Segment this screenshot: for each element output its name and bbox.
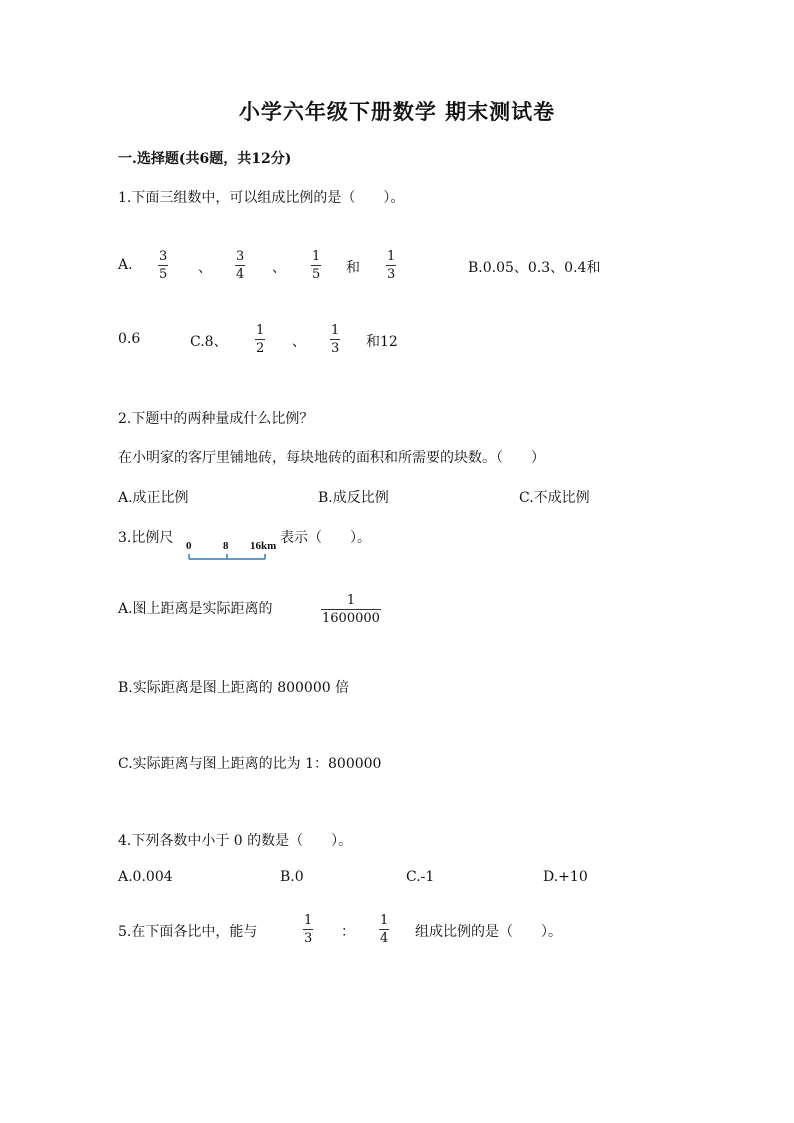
q4-option-c: C.-1 [406,869,435,885]
q2-context: 在小明家的客厅里铺地砖，每块地砖的面积和所需要的块数。（ ） [118,450,545,466]
q3-option-a: A.图上距离是实际距离的 [118,601,273,617]
q1-separator: 、 [198,260,212,276]
scale-label-0: 0 [186,540,192,552]
q1-c-fraction-2: 1 3 [331,323,340,356]
q1-a-fraction-2: 3 4 [236,249,245,282]
q3-stem-prefix: 3.比例尺 [118,530,174,546]
q1-option-a-label: A. [118,257,133,273]
q2-option-b: B.成反比例 [318,490,389,506]
q3-option-c: C.实际距离与图上距离的比为 1：800000 [118,756,382,772]
q5-fraction-2: 1 4 [380,913,389,946]
q1-a-fraction-3: 1 5 [312,249,321,282]
q5-stem-prefix: 5.在下面各比中，能与 [118,924,258,940]
q2-option-c: C.不成比例 [519,490,590,506]
q1-a-fraction-4: 1 3 [387,249,396,282]
q1-stem: 1.下面三组数中，可以组成比例的是（ ）。 [118,190,405,206]
q4-option-a: A.0.004 [118,869,173,885]
scale-bar-graphic [186,540,266,566]
q1-option-c: C.8、 [190,334,228,350]
q1-separator: 、 [292,334,306,350]
scale-label-8: 8 [223,540,229,552]
scale-bar [186,540,277,566]
q1-option-b-continued: 0.6 [118,331,141,347]
q1-and: 和 [346,260,360,276]
scale-label-16km: 16km [250,540,277,552]
q3-option-b: B.实际距离是图上距离的 800000 倍 [118,680,350,696]
q5-stem-suffix: 组成比例的是（ ）。 [415,924,562,940]
q2-option-a: A.成正比例 [118,490,189,506]
q1-option-b: B.0.05、0.3、0.4和 [468,260,601,276]
q2-stem: 2.下题中的两种量成什么比例？ [118,411,314,427]
q1-separator: 、 [272,260,286,276]
q3-stem-suffix: 表示（ ）。 [280,530,371,546]
q5-fraction-1: 1 3 [304,913,313,946]
q1-a-fraction-1: 3 5 [159,249,168,282]
q5-colon: ： [341,924,355,940]
section-heading: 一.选择题(共6题，共12分) [118,151,292,167]
q1-and-12: 和12 [366,334,398,350]
q4-option-d: D.+10 [543,869,588,885]
q1-c-fraction-1: 1 2 [256,323,265,356]
q4-option-b: B.0 [280,869,304,885]
q4-stem: 4.下列各数中小于 0 的数是（ ）。 [118,833,353,849]
q3-option-a-fraction: 1 1600000 [322,593,380,626]
page-title: 小学六年级下册数学 期末测试卷 [238,99,556,124]
